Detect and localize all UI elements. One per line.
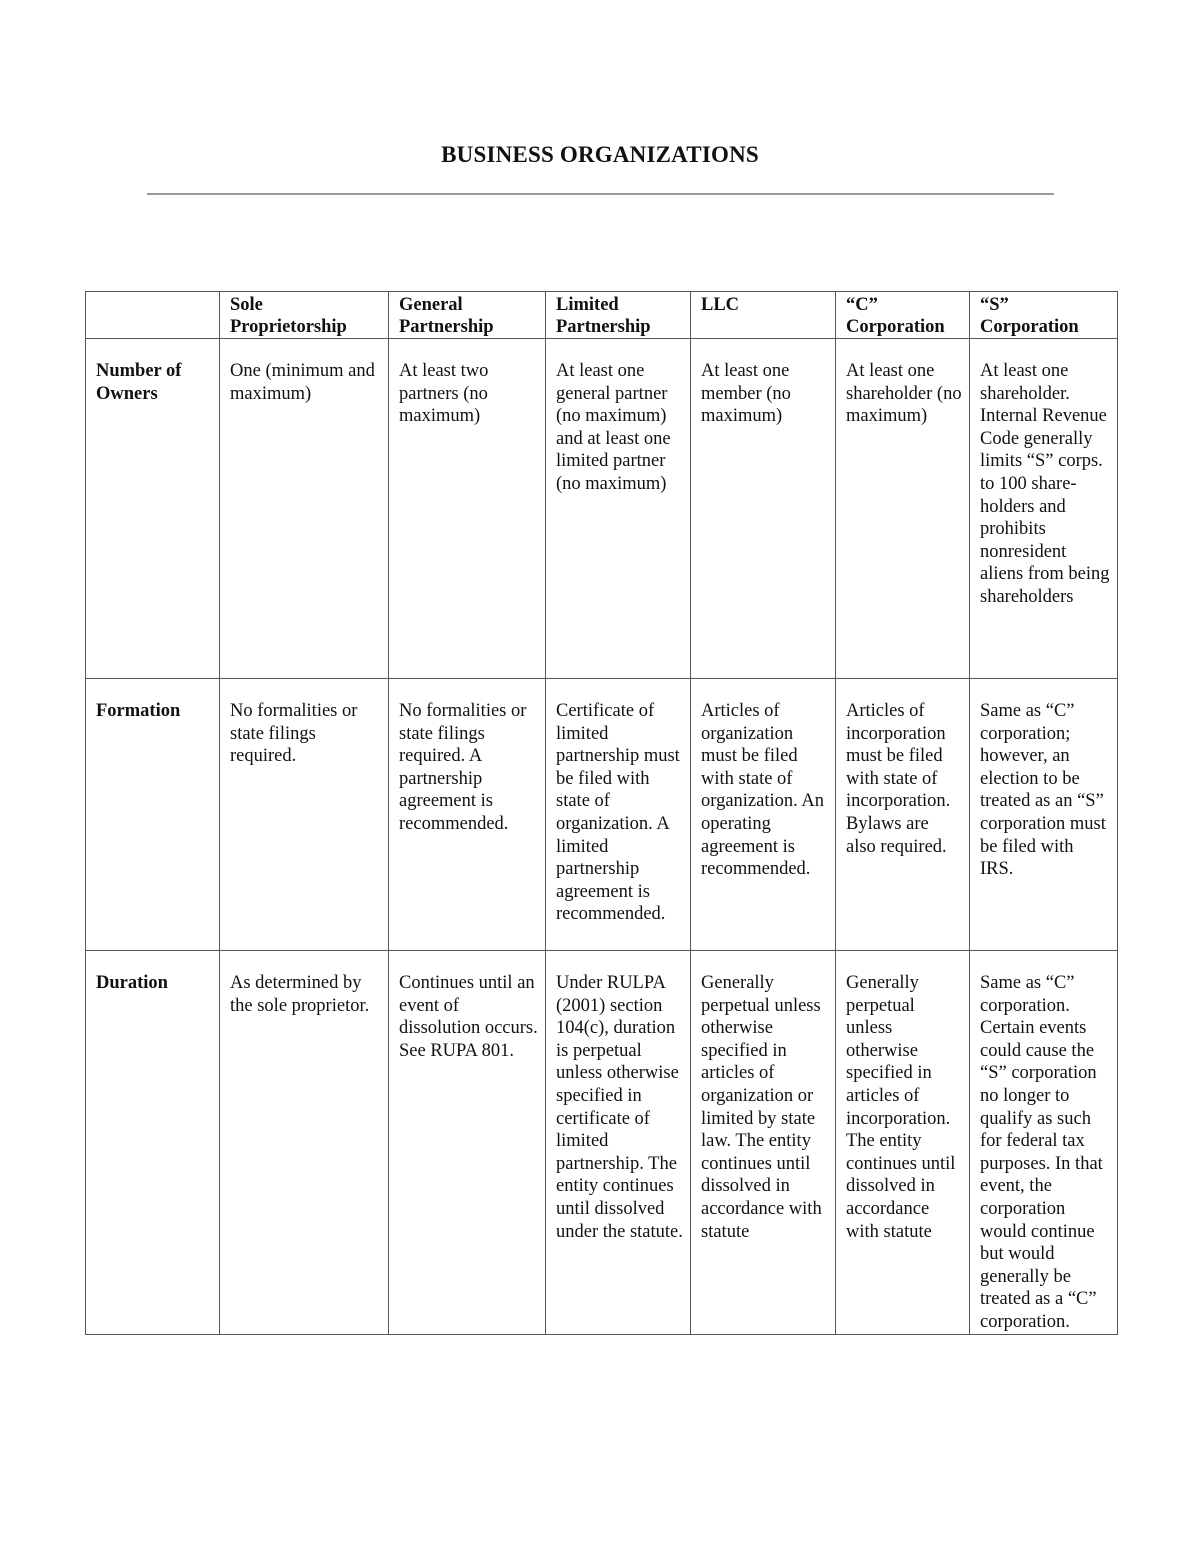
column-header-limited-partnership: Limited Partnership — [546, 292, 691, 339]
table-cell: Generally perpetual unless otherwise specified in articles of organization or limited by state law. The entity continues until dissolved in accordance with statute — [691, 951, 836, 1335]
table-row — [86, 951, 1118, 1335]
row-label-duration: Duration — [86, 951, 220, 1335]
table-cell: Articles of incorporation must be filed with state of incorporation. Bylaws are also required. — [836, 679, 970, 951]
column-header-c-corporation: “C” Corporation — [836, 292, 970, 339]
table-cell: No formalities or state filings required. A partnership agreement is recommended. — [389, 679, 546, 951]
table-cell: Certificate of limited partnership must be filed with state of organization. A limited partnership agreement is recommended. — [546, 679, 691, 951]
table-cell: At least one general partner (no maximum) and at least one limited partner (no maximum) — [546, 339, 691, 679]
column-header-sole-proprietorship: Sole Proprietorship — [220, 292, 389, 339]
table-cell: One (minimum and maximum) — [220, 339, 389, 679]
table-cell: Same as “C” corporation; however, an election to be treated as an “S” corporation must be filed with IRS. — [970, 679, 1118, 951]
table-cell: At least two partners (no maximum) — [389, 339, 546, 679]
table-cell: As determined by the sole proprietor. — [220, 951, 389, 1335]
table-cell: At least one shareholder (no maximum) — [836, 339, 970, 679]
table-cell: Same as “C” corporation. Certain events could cause the “S” corporation no longer to qualify as such for federal tax purposes. In that event, the corporation would continue but would generally be treated as a “C” corporation. — [970, 951, 1118, 1335]
table-cell: Articles of organization must be filed with state of organization. An operating agreement is recommended. — [691, 679, 836, 951]
table-cell: No formalities or state filings required. — [220, 679, 389, 951]
table-cell: At least one member (no maximum) — [691, 339, 836, 679]
table-row — [86, 339, 1118, 679]
column-header-empty — [86, 292, 220, 339]
column-header-s-corporation: “S” Corporation — [970, 292, 1118, 339]
row-label-number-of-owners: Number of Owners — [86, 339, 220, 679]
table-cell: Generally perpetual unless otherwise specified in articles of incorporation. The entity continues until dissolved in accordance with statute — [836, 951, 970, 1335]
table-cell: At least one shareholder. Internal Revenue Code generally limits “S” corps. to 100 share-holders and prohibits nonresident aliens from being shareholders — [970, 339, 1118, 679]
row-label-formation: Formation — [86, 679, 220, 951]
table-row — [86, 679, 1118, 951]
table-header-row — [86, 292, 1118, 339]
column-header-general-partnership: General Partnership — [389, 292, 546, 339]
column-header-llc: LLC — [691, 292, 836, 339]
table-cell: Continues until an event of dissolution occurs. See RUPA 801. — [389, 951, 546, 1335]
title-divider — [147, 193, 1054, 195]
table-cell: Under RULPA (2001) section 104(c), duration is perpetual unless otherwise specified in certificate of limited partnership. The entity continues until dissolved under the statute. — [546, 951, 691, 1335]
page-title: BUSINESS ORGANIZATIONS — [441, 142, 759, 167]
business-organizations-table — [85, 291, 1118, 1335]
